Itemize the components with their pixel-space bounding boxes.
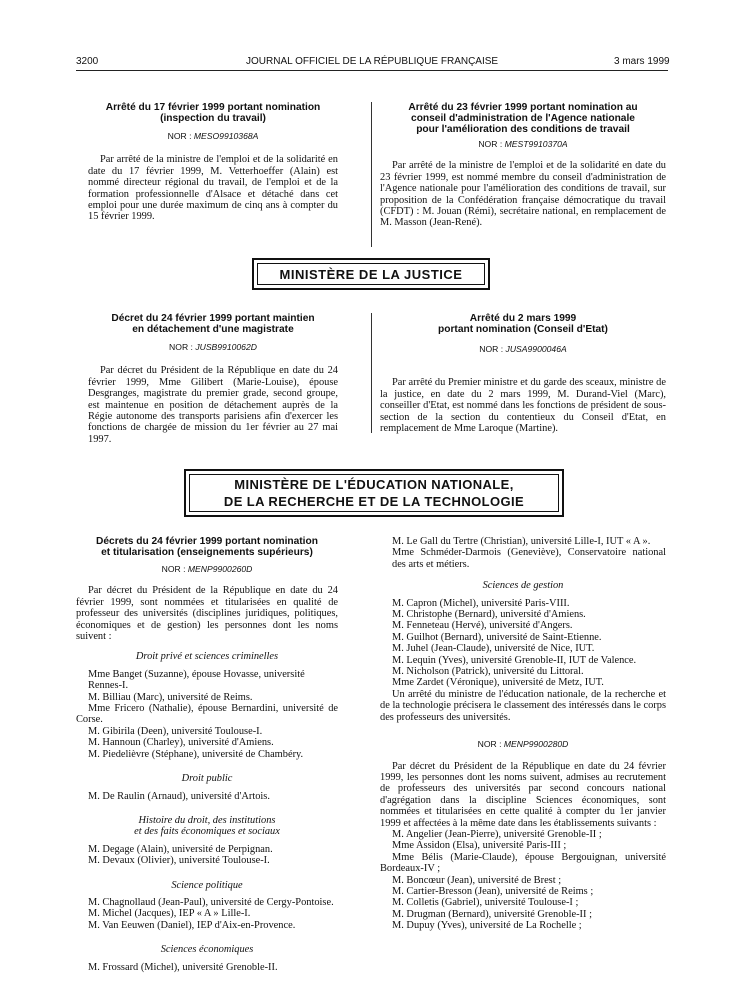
list-item: M. Van Eeuwen (Daniel), IEP d'Aix-en-Provence. — [88, 919, 296, 931]
discipline-heading: Droit public — [181, 773, 233, 785]
column-separator — [371, 313, 372, 433]
classement-note: Un arrêté du ministre de l'éducation nationale, de la recherche et de la technologie précisera le classement des intéressés dans le corps des professeurs des universités. — [380, 688, 666, 723]
list-item: M. Frossard (Michel), université Grenoble-II. — [88, 961, 278, 973]
page-number: 3200 — [76, 56, 99, 67]
discipline-heading: Sciences économiques — [160, 944, 254, 956]
article-body: Par arrêté de la ministre de l'emploi et de la solidarité en date du 17 février 1999, M. Vetterhoeffer (Alain) est nommé directeur régional du travail, de l'emploi et de la formation professionnelle d'Alsace et détaché dans cet emploi pour une durée maximum de cinq ans à compter du 15 février 1999. — [88, 154, 338, 223]
article-title: Décrets du 24 février 1999 portant nomination et titularisation (enseignements supérieurs) — [96, 536, 318, 558]
article-body: Par décret du Président de la République en date du 24 février 1999, Mme Gilibert (Marie-Louise), épouse Desgranges, magistrate du premier grade, second groupe, est maintenue en position de détachement auprès de la Régie autonome des transports parisiens afin d'exercer les fonctions de chargée de mission du 1er février au 27 mai 1997. — [88, 365, 338, 445]
list-item: M. Devaux (Olivier), université Toulouse-I. — [88, 855, 270, 867]
list-item: M. Guilhot (Bernard), université de Saint-Etienne. — [392, 631, 602, 643]
nor-code: MEST9910370A — [504, 139, 568, 149]
decree-intro: Par décret du Président de la République en date du 24 février 1999, les personnes dont les noms suivent, admises au recrutement de professeurs des universités par second concours national d'agrégation dans la discipline Sciences économiques, sont nommées et titularisées en cette qualité à compter du 1er janvier 1999 et affectées à la même date dans les établissements suivants : — [380, 760, 666, 829]
discipline-heading: Droit privé et sciences criminelles — [135, 651, 279, 663]
issue-date: 3 mars 1999 — [614, 56, 670, 67]
list-item: M. Dupuy (Yves), université de La Rochelle ; — [392, 920, 582, 932]
list-item: Mme Zardet (Véronique), université de Metz, IUT. — [392, 677, 604, 689]
ministry-education-heading — [184, 469, 564, 517]
nor-code: MESO9910368A — [193, 131, 259, 141]
list-item: M. Chagnollaud (Jean-Paul), université de Cergy-Pontoise. — [88, 896, 334, 908]
article-title: Arrêté du 17 février 1999 portant nomination (inspection du travail) — [105, 102, 321, 124]
list-item: M. Fenneteau (Hervé), université d'Angers. — [392, 620, 573, 632]
list-item: M. Nicholson (Patrick), université du Littoral. — [392, 666, 584, 678]
decree-intro: Par décret du Président de la République en date du 24 février 1999, sont nommées et titularisées en qualité de professeur des universités (disciplines juridiques, politiques, économiques et de gestion) les personnes dont les noms suivent : — [76, 585, 338, 643]
journal-title: JOURNAL OFFICIEL DE LA RÉPUBLIQUE FRANÇAISE — [246, 56, 499, 67]
ministry-line-1: MINISTÈRE DE L'ÉDUCATION NATIONALE, — [234, 477, 514, 492]
nor-code: MENP9900260D — [187, 564, 253, 574]
article-body: Par arrêté de la ministre de l'emploi et de la solidarité en date du 23 février 1999, est nommé membre du conseil d'administration de l'Agence nationale pour l'amélioration des conditions de travail, sur proposition de la Confédération française démocratique du travail (CFDT) : M. Jouan (Rémi), secrétaire national, en remplacement de M. Masson (Jean-René). — [380, 160, 666, 229]
list-item: M. Hannoun (Charley), université d'Amiens. — [88, 737, 274, 749]
list-item: M. Boncœur (Jean), université de Brest ; — [392, 874, 562, 886]
column-separator — [371, 102, 372, 247]
arrete-inspection-travail — [88, 102, 338, 223]
nor-reference: NOR : MESO9910368A — [167, 131, 259, 141]
nor-code: MENP9900280D — [503, 739, 569, 750]
article-title: Arrêté du 23 février 1999 portant nomination au conseil d'administration de l'Agence nationale pour l'amélioration des conditions de travail — [408, 102, 638, 135]
list-item: M. Lequin (Yves), université Grenoble-II, IUT de Valence. — [392, 654, 637, 666]
list-item: M. Colletis (Gabriel), université Toulouse-I ; — [392, 897, 579, 909]
article-title: Décret du 24 février 1999 portant maintien en détachement d'une magistrate — [111, 313, 315, 335]
nor-reference: NOR : JUSA9900046A — [479, 344, 567, 354]
decret-detachement-magistrate — [88, 313, 338, 445]
nor-reference: NOR : JUSB9910062D — [169, 342, 257, 352]
list-item: M. Michel (Jacques), IEP « A » Lille-I. — [88, 908, 251, 920]
list-item: M. De Raulin (Arnaud), université d'Artois. — [88, 790, 270, 802]
list-item: M. Juhel (Jean-Claude), université de Nice, IUT. — [392, 643, 595, 655]
list-item: M. Piedelièvre (Stéphane), université de Chambéry. — [88, 748, 304, 760]
list-item: M. Angelier (Jean-Pierre), université Grenoble-II ; — [392, 828, 602, 840]
nor-reference: NOR : MENP9900260D — [161, 564, 253, 574]
article-body: Par arrêté du Premier ministre et du garde des sceaux, ministre de la justice, en date du 2 mars 1999, M. Durand-Viel (Marc), conseiller d'Etat, est nommé dans les fonctions de président de sous-section de la section du contentieux du Conseil d'Etat, en remplacement de Mme Laroque (Martine). — [380, 377, 666, 435]
discipline-heading: Science politique — [171, 879, 243, 891]
header-rule — [76, 70, 668, 71]
discipline-heading: Histoire du droit, des institutions et des faits économiques et sociaux — [134, 814, 280, 838]
discipline-heading: Sciences de gestion — [482, 580, 564, 592]
list-item: M. Degage (Alain), université de Perpignan. — [88, 843, 273, 855]
list-item: Mme Assidon (Elsa), université Paris-III ; — [392, 840, 567, 852]
ministry-line-2: DE LA RECHERCHE ET DE LA TECHNOLOGIE — [223, 494, 525, 509]
nor-code: JUSB9910062D — [195, 342, 257, 352]
list-item: M. Capron (Michel), université Paris-VIII. — [392, 597, 570, 609]
nor-reference: NOR : MEST9910370A — [478, 139, 568, 149]
ministry-justice-heading: MINISTÈRE DE LA JUSTICE — [252, 258, 490, 290]
list-item: Mme Bélis (Marie-Claude), épouse Bergouignan, université Bordeaux-IV ; — [380, 851, 666, 875]
list-item: M. Drugman (Bernard), université Grenoble-II ; — [392, 908, 592, 920]
list-item: Mme Banget (Suzanne), épouse Hovasse, université Rennes-I. — [88, 668, 305, 692]
list-item: M. Gibirila (Deen), université Toulouse-I. — [88, 725, 263, 737]
nor-reference: NOR : MENP9900280D — [477, 739, 569, 750]
list-item: M. Le Gall du Tertre (Christian), université Lille-I, IUT « A ». — [392, 536, 651, 547]
list-item: Mme Fricero (Nathalie), épouse Bernardini, université de Corse. — [76, 703, 338, 726]
decrets-enseignements-superieurs — [76, 536, 338, 973]
article-title: Arrêté du 2 mars 1999 portant nomination (Conseil d'Etat) — [438, 313, 608, 335]
arrete-agence-conditions-travail — [380, 102, 666, 229]
list-item: M. Billiau (Marc), université de Reims. — [88, 691, 253, 703]
arrete-conseil-etat — [380, 313, 666, 434]
decrets-continuation — [380, 536, 666, 932]
nor-code: JUSA9900046A — [505, 344, 567, 354]
list-item: Mme Schméder-Darmois (Geneviève), Conservatoire national des arts et métiers. — [392, 547, 666, 570]
list-item: M. Cartier-Bresson (Jean), université de Reims ; — [392, 885, 594, 897]
list-item: M. Christophe (Bernard), université d'Amiens. — [392, 609, 586, 621]
